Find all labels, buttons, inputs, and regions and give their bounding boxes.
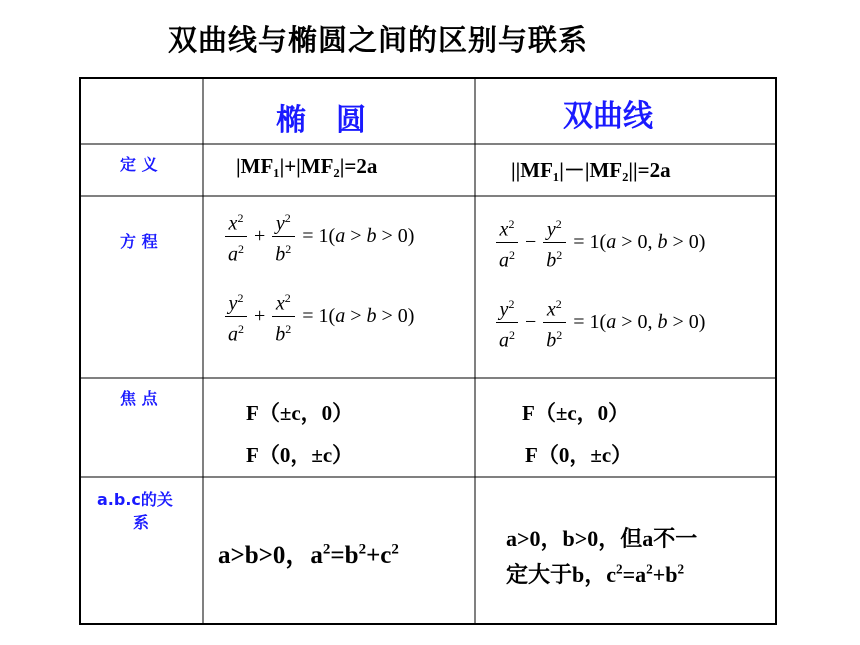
row-label-relation-line2: 系 [133, 513, 150, 532]
definition-ellipse [236, 154, 377, 179]
focus-hyperbola-1: F（±c，0） [522, 401, 630, 425]
equation-hyperbola-2: $\frac{y^2}{a^2}$ − $\frac{x^2}{b^2}$ = 1(a > 0, b > 0) [493, 292, 705, 352]
row-label-focus: 焦 点 [120, 389, 158, 408]
row-label-definition: 定 义 [120, 155, 158, 174]
definition-ellipse-text: |MF₁|+|MF₂|=2a [236, 154, 378, 178]
focus-hyperbola-2: F（0，±c） [525, 443, 633, 467]
focus-ellipse-2: F（0，±c） [246, 443, 354, 467]
relation-ellipse: a>b>0，$a^2=b^2+c^2$ [218, 541, 399, 569]
focus-ellipse-1: F（±c，0） [246, 401, 354, 425]
equation-ellipse-2: $\frac{y^2}{a^2}$ + $\frac{x^2}{b^2}$ = 1(a > b > 0) [222, 286, 414, 346]
header-ellipse: 椭 圆 [276, 103, 366, 138]
header-hyperbola: 双曲线 [563, 99, 653, 134]
equation-ellipse-1: $\frac{x^2}{a^2}$ + $\frac{y^2}{b^2}$ = 1(a > b > 0) [222, 206, 414, 266]
row-label-relation: a.b.c的关 [97, 490, 173, 509]
definition-hyperbola-text: ||MF₁|－|MF₂||=2a [511, 158, 671, 182]
relation-hyperbola-line2: 定大于b，$c^2=a^2+b^2$ [506, 561, 685, 587]
relation-hyperbola-line1: a>0，b>0，但a不一 [506, 526, 698, 551]
equation-hyperbola-1: $\frac{x^2}{a^2}$ − $\frac{y^2}{b^2}$ = 1(a > 0, b > 0) [493, 212, 705, 272]
row-label-equation: 方 程 [120, 232, 158, 251]
definition-hyperbola [511, 154, 671, 184]
page-title: 双曲线与椭圆之间的区别与联系 [168, 23, 589, 57]
